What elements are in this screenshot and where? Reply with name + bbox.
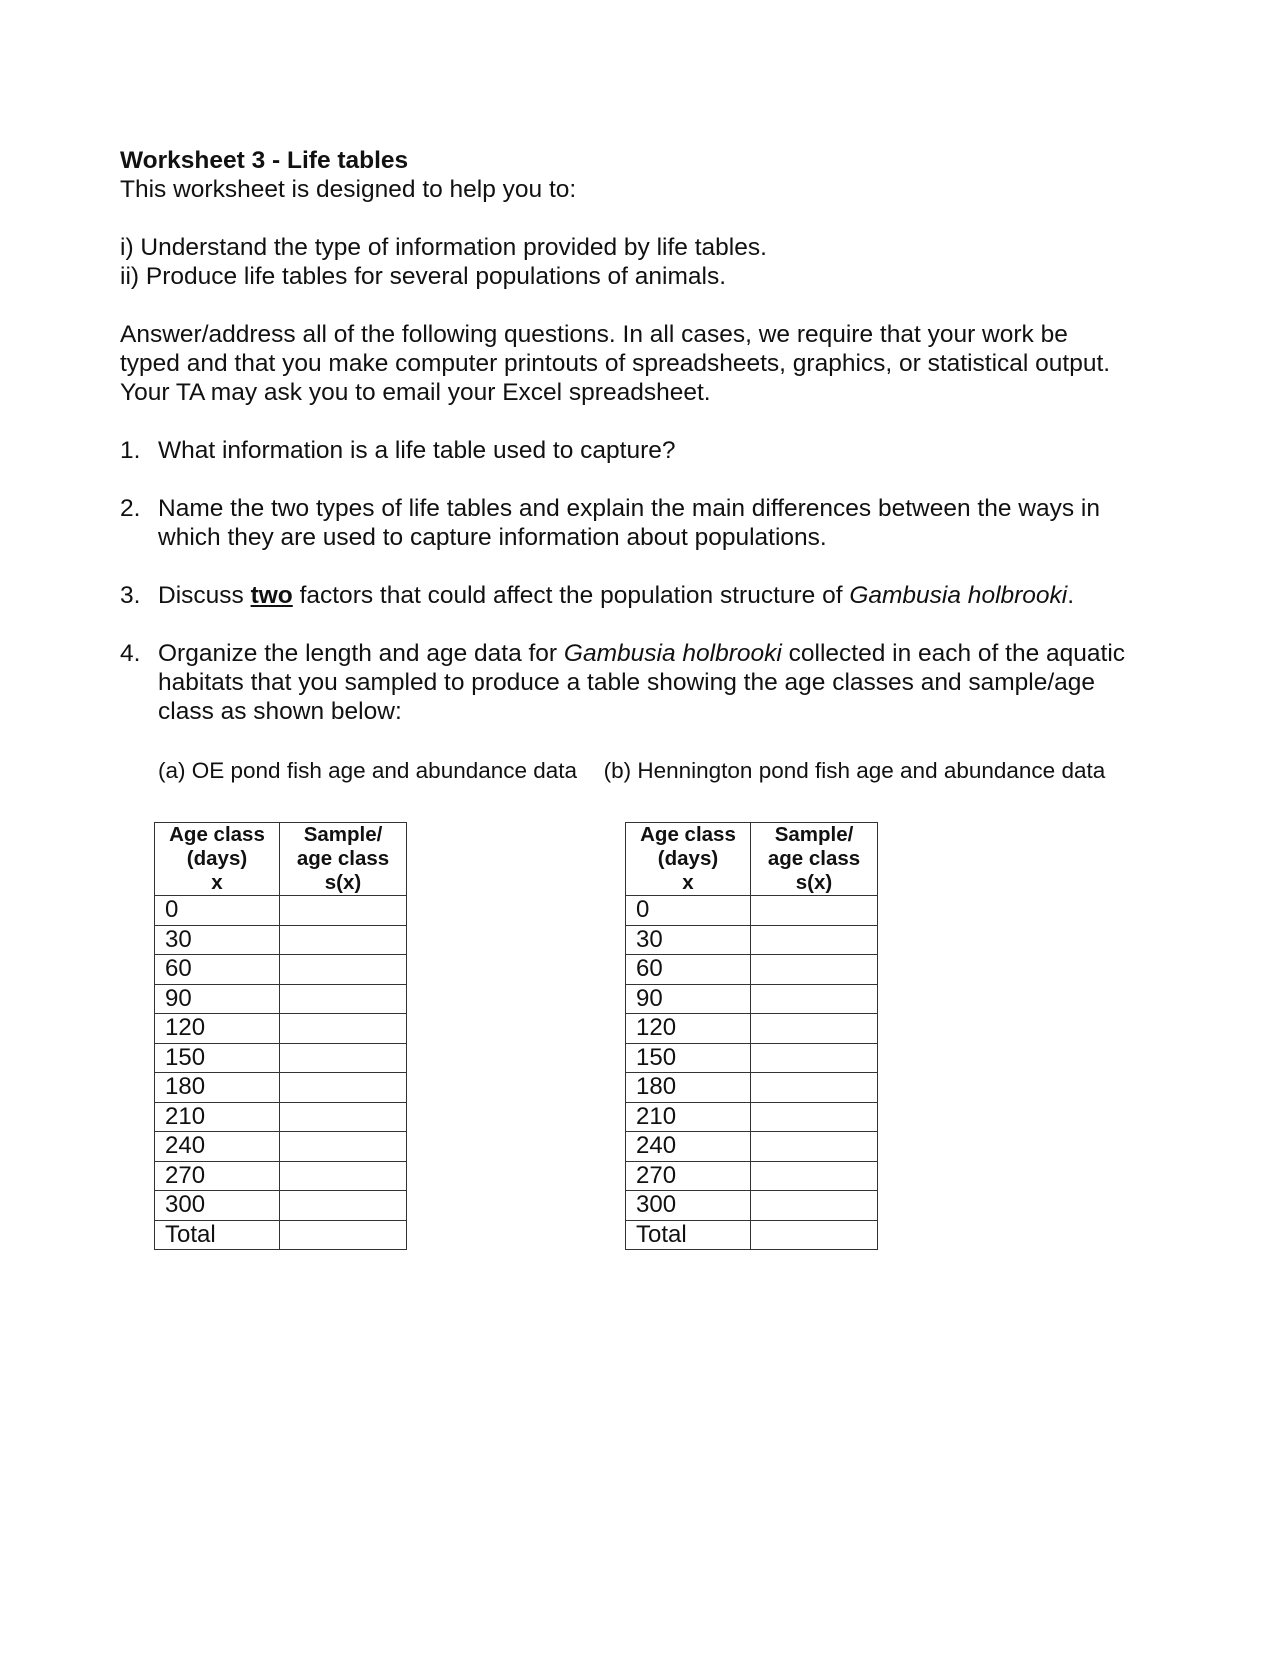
sample-cell[interactable]: [280, 1132, 407, 1162]
sample-cell[interactable]: [280, 984, 407, 1014]
age-class-cell: Total: [626, 1220, 751, 1250]
age-class-cell: 30: [626, 925, 751, 955]
caption-table-a: (a) OE pond fish age and abundance data: [158, 758, 578, 783]
sample-cell[interactable]: [751, 1161, 878, 1191]
instructions-line-1: Answer/address all of the following questions. In all cases, we require that your work be: [120, 321, 1068, 348]
sample-cell[interactable]: [280, 1191, 407, 1221]
table-row: [155, 1014, 407, 1044]
table-row: [626, 1161, 878, 1191]
age-class-cell: 60: [155, 955, 280, 985]
sample-cell[interactable]: [280, 1220, 407, 1250]
age-class-cell: 120: [626, 1014, 751, 1044]
age-class-cell: 270: [626, 1161, 751, 1191]
caption-table-b: (b) Hennington pond fish age and abundance data: [603, 758, 1106, 783]
sample-cell[interactable]: [280, 896, 407, 926]
table-row: [155, 896, 407, 926]
instructions-line-3: Your TA may ask you to email your Excel spreadsheet.: [120, 379, 711, 406]
age-class-cell: 300: [626, 1191, 751, 1221]
question-2: [120, 494, 1170, 552]
table-row: [155, 1191, 407, 1221]
age-class-cell: 150: [155, 1043, 280, 1073]
age-class-cell: Total: [155, 1220, 280, 1250]
question-number: 4.: [120, 640, 141, 667]
question-text: What information is a life table used to capture?: [158, 437, 676, 464]
age-class-cell: 270: [155, 1161, 280, 1191]
table-row: [155, 984, 407, 1014]
table-row: [626, 1102, 878, 1132]
sample-cell[interactable]: [751, 1132, 878, 1162]
intro-text: This worksheet is designed to help you to:: [120, 176, 577, 203]
age-class-cell: 210: [626, 1102, 751, 1132]
sample-cell[interactable]: [751, 1073, 878, 1103]
sample-cell[interactable]: [751, 1014, 878, 1044]
species-name: Gambusia holbrooki: [563, 640, 782, 667]
table-row: [626, 1043, 878, 1073]
sample-cell[interactable]: [280, 955, 407, 985]
question-1: [120, 436, 1170, 465]
table-row: [155, 1132, 407, 1162]
sample-cell[interactable]: [751, 1102, 878, 1132]
table-header-row: [155, 823, 407, 896]
question-3: [120, 581, 1170, 610]
age-class-cell: 90: [626, 984, 751, 1014]
age-class-cell: 180: [626, 1073, 751, 1103]
question-line: Name the two types of life tables and explain the main differences between the ways in: [158, 495, 1100, 522]
objective-2: ii) Produce life tables for several populations of animals.: [120, 263, 727, 290]
question-text-part: Discuss: [158, 582, 251, 609]
objective-1: i) Understand the type of information provided by life tables.: [120, 234, 767, 261]
age-class-cell: 300: [155, 1191, 280, 1221]
question-text-part: Organize the length and age data for: [158, 640, 564, 667]
table-row: [155, 1161, 407, 1191]
header-sample-per-age-class: Sample/ age class s(x): [280, 823, 407, 896]
table-row: [626, 984, 878, 1014]
table-captions: [158, 757, 1105, 785]
age-class-cell: 60: [626, 955, 751, 985]
sample-cell[interactable]: [751, 1220, 878, 1250]
question-number: 3.: [120, 582, 141, 609]
table-row: [626, 955, 878, 985]
age-class-cell: 210: [155, 1102, 280, 1132]
sample-cell[interactable]: [751, 896, 878, 926]
sample-cell[interactable]: [280, 1073, 407, 1103]
sample-cell[interactable]: [280, 1102, 407, 1132]
age-class-cell: 240: [626, 1132, 751, 1162]
age-class-cell: 0: [155, 896, 280, 926]
question-number: 2.: [120, 495, 141, 522]
question-line: class as shown below:: [158, 698, 402, 725]
question-text: [158, 494, 1170, 552]
question-line: habitats that you sampled to produce a table showing the age classes and sample/age: [158, 669, 1096, 696]
question-text-part: collected in each of the aquatic: [781, 640, 1126, 667]
table-row: [155, 955, 407, 985]
header-age-class: Age class (days) x: [626, 823, 751, 896]
header-age-class: Age class (days) x: [155, 823, 280, 896]
question-text: [158, 639, 1170, 726]
table-row: [626, 1014, 878, 1044]
table-row: [155, 925, 407, 955]
species-name: Gambusia holbrooki: [849, 582, 1068, 609]
table-row: [626, 1132, 878, 1162]
page-title: Worksheet 3 - Life tables: [120, 147, 409, 174]
question-text-part: factors that could affect the population structure of: [292, 582, 850, 609]
age-class-cell: 240: [155, 1132, 280, 1162]
age-class-cell: 30: [155, 925, 280, 955]
table-row: [626, 1073, 878, 1103]
sample-cell[interactable]: [280, 1043, 407, 1073]
sample-cell[interactable]: [280, 1014, 407, 1044]
table-row: [155, 1220, 407, 1250]
table-row: [155, 1102, 407, 1132]
age-class-cell: 120: [155, 1014, 280, 1044]
life-table-hennington-pond: [625, 822, 878, 1250]
table-row: [155, 1043, 407, 1073]
header-sample-per-age-class: Sample/ age class s(x): [751, 823, 878, 896]
age-class-cell: 180: [155, 1073, 280, 1103]
table-row: [155, 1073, 407, 1103]
sample-cell[interactable]: [751, 1191, 878, 1221]
question-4: [120, 639, 1170, 726]
age-class-cell: 0: [626, 896, 751, 926]
question-text-part: .: [1067, 582, 1075, 609]
table-row: [626, 925, 878, 955]
age-class-cell: 90: [155, 984, 280, 1014]
sample-cell[interactable]: [751, 1043, 878, 1073]
table-row: [626, 896, 878, 926]
emphasis-text: two: [250, 582, 293, 609]
question-number: 1.: [120, 437, 141, 464]
table-header-row: [626, 823, 878, 896]
table-row: [626, 1191, 878, 1221]
sample-cell[interactable]: [751, 925, 878, 955]
question-text: [158, 581, 1170, 610]
age-class-cell: 150: [626, 1043, 751, 1073]
life-table-oe-pond: [154, 822, 407, 1250]
sample-cell[interactable]: [751, 955, 878, 985]
sample-cell[interactable]: [280, 925, 407, 955]
sample-cell[interactable]: [751, 984, 878, 1014]
sample-cell[interactable]: [280, 1161, 407, 1191]
instructions-line-2: typed and that you make computer printouts of spreadsheets, graphics, or statistical output.: [120, 350, 1111, 377]
question-line: which they are used to capture information about populations.: [158, 524, 827, 551]
table-row: [626, 1220, 878, 1250]
worksheet-page: [120, 146, 1170, 726]
